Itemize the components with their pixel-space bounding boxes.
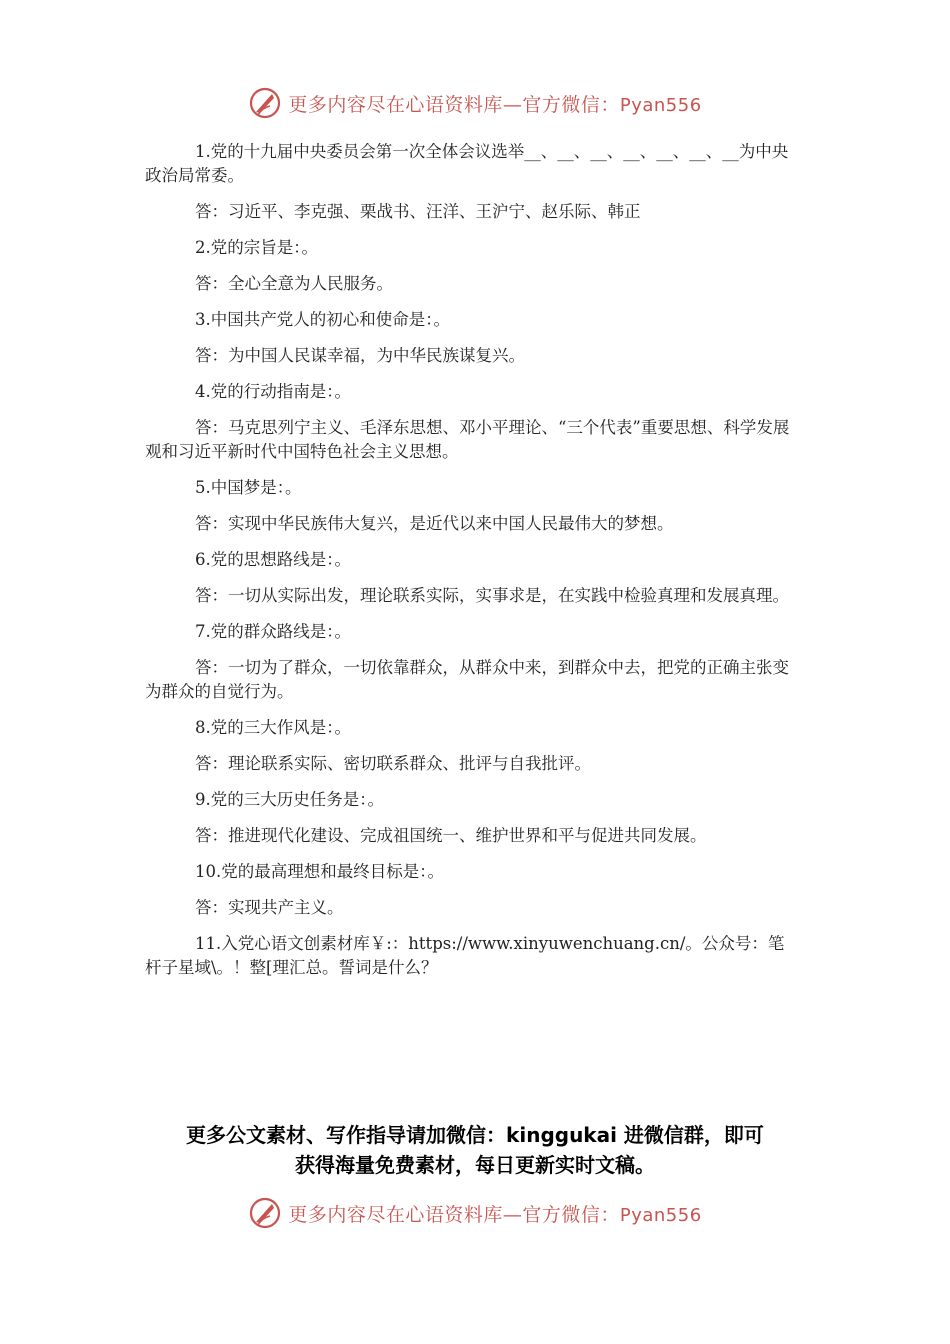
answer-3: 答：为中国人民谋幸福，为中华民族谋复兴。: [195, 346, 525, 365]
answer-7: 答：一切为了群众，一切依靠群众，从群众中来，到群众中去，把党的正确主张变为群众的自觉行为。: [145, 658, 789, 701]
footer-wechat-id: Pyan556: [619, 1204, 702, 1226]
footer-banner-text: 更多内容尽在心语资料库—官方微信：Pyan556: [288, 1203, 702, 1226]
question-8: 8.党的三大作风是：。: [195, 718, 351, 737]
header-banner: [0, 86, 950, 120]
answer-6: 答：一切从实际出发，理论联系实际，实事求是，在实践中检验真理和发展真理。: [195, 586, 789, 605]
header-banner-text: 更多内容尽在心语资料库—官方微信：Pyan556: [288, 93, 702, 116]
answer-8: 答：理论联系实际、密切联系群众、批评与自我批评。: [195, 754, 591, 773]
question-5: 5.中国梦是：。: [195, 478, 302, 497]
answer-4: 答：马克思列宁主义、毛泽东思想、邓小平理论、“三个代表”重要思想、科学发展观和习近平新时代中国特色社会主义思想。: [145, 418, 790, 461]
question-3: 3.中国共产党人的初心和使命是：。: [195, 310, 450, 329]
question-9: 9.党的三大历史任务是：。: [195, 790, 384, 809]
document-body: [145, 140, 795, 992]
quill-logo-icon: [248, 86, 282, 120]
answer-1: 答：习近平、李克强、栗战书、汪洋、王沪宁、赵乐际、韩正: [195, 202, 641, 221]
answer-9: 答：推进现代化建设、完成祖国统一、维护世界和平与促进共同发展。: [195, 826, 707, 845]
header-wechat-id: Pyan556: [619, 94, 702, 116]
footer-banner: [0, 1196, 950, 1230]
question-2: 2.党的宗旨是：。: [195, 238, 318, 257]
promo-line-2: 获得海量免费素材，每日更新实时文稿。: [295, 1153, 655, 1177]
question-7: 7.党的群众路线是：。: [195, 622, 351, 641]
promo-line-1: 更多公文素材、写作指导请加微信：kinggukai 进微信群，即可: [186, 1123, 764, 1147]
answer-10: 答：实现共产主义。: [195, 898, 344, 917]
quill-logo-icon: [248, 1196, 282, 1230]
answer-5: 答：实现中华民族伟大复兴，是近代以来中国人民最伟大的梦想。: [195, 514, 674, 533]
promo-text: [0, 1120, 950, 1180]
answer-2: 答：全心全意为人民服务。: [195, 274, 393, 293]
question-4: 4.党的行动指南是：。: [195, 382, 351, 401]
question-11: 11.入党心语文创素材库￥:：https://www.xinyuwenchuang.cn/。公众号：笔杆子星域\。！整[理汇总。誓词是什么？: [145, 934, 785, 977]
question-10: 10.党的最高理想和最终目标是：。: [195, 862, 444, 881]
question-1: 1.党的十九届中央委员会第一次全体会议选举__、__、__、__、__、__、__为中央政治局常委。: [145, 142, 789, 185]
question-6: 6.党的思想路线是：。: [195, 550, 351, 569]
